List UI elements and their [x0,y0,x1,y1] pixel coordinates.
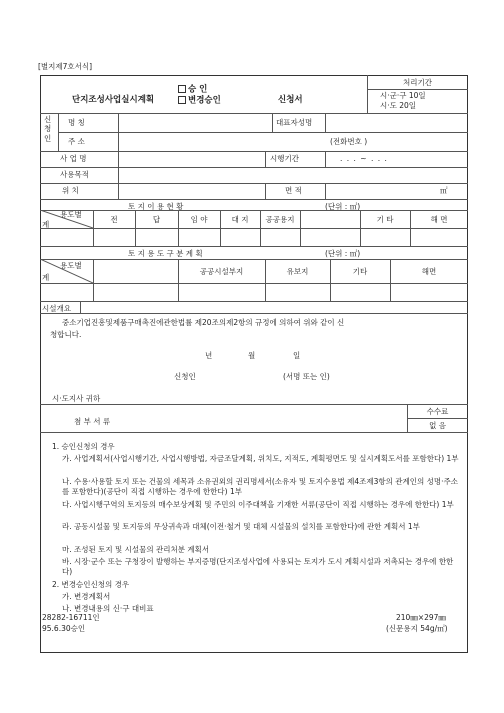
land-use-diag-top: 용도별 [60,210,82,219]
date-month: 월 [248,351,256,360]
date-year: 년 [205,351,213,360]
footer-approved: 95.6.30승인 [42,624,86,633]
land-use-col: 대 지 [231,215,249,224]
list-item: 2. 변경승인신청의 경우 [52,580,130,589]
list-item: 다. 사업시행구역의 토지등의 매수보상계획 및 주민의 이주대책을 기재한 서류(공단이 직접 시행하는 경우에 한한다) 1부 [62,500,454,509]
title-suffix: 신청서 [278,95,303,105]
list-item: 1. 승인신청의 경우 [52,442,115,451]
land-use-unit: (단위 : ㎡) [325,202,361,211]
applicant-name-label: 명 칭 [68,118,85,127]
area-unit: ㎡ [440,186,448,195]
statement-line2: 청합니다. [50,330,82,339]
location-label: 위 치 [62,186,79,195]
checkbox-icon [178,96,186,104]
list-item: 라. 공동시설물 및 토지등의 무상귀속과 대체(이전·철거 및 대체 시설물의 설치를 포함한다)에 관한 계획서 1부 [62,522,420,531]
land-use-col: 답 [152,215,161,224]
list-item: 가. 변경계획서 [62,592,111,601]
title-option-approval: 승 인 [178,85,207,94]
processing-line2: 시·도 20일 [380,101,417,110]
project-name-label: 사 업 명 [60,154,87,163]
land-use-col: 임 야 [190,215,208,224]
land-plan-diag-bottom: 계 [42,273,50,282]
statement-line1: 중소기업진흥및제품구매촉진에관한법률 제20조의제2항의 규정에 의하여 위와 같이 신 [62,318,345,327]
list-item: 바. 시장·군수 또는 구청장이 발행하는 부지증명(단지조성사업에 사용되는 토지가 도시 계획시설과 저촉되는 경우에 한한다) [62,557,454,577]
fee-value: 없 음 [429,421,446,430]
land-use-title: 토 지 이 용 현 황 [128,202,184,211]
footer-paper: (신문용지 54g/㎡) [386,624,448,633]
land-plan-col: 공공시설부지 [199,267,244,276]
footer-size: 210㎜×297㎜ [396,613,446,622]
attachments-title: 첨 부 서 류 [74,417,111,426]
phone-field: (전화번호 ) [330,137,368,146]
period-label: 시행기간 [270,154,299,163]
date-day: 일 [293,351,301,360]
applicant-group-label: 신청인 [44,115,52,143]
signature-placeholder: (서명 또는 인) [283,372,330,381]
land-plan-col: 해면 [421,267,437,276]
land-plan-col: 유보지 [286,267,309,276]
recipient: 시·도지사 귀하 [52,394,101,403]
list-item: 나. 변경내용의 신·구 대비표 [62,604,154,613]
land-use-col: 전 [110,215,118,224]
land-use-col: 공공용지 [265,215,295,224]
title-option-change: 변경승인 [178,96,221,105]
land-plan-title: 토 지 용 도 구 분 계 획 [128,249,203,258]
period-value: . . . ~ . . . [340,154,388,163]
representative-label: 대표자성명 [276,118,313,127]
form-tag: [별지제7호서식] [38,62,93,71]
processing-header: 처리기간 [403,78,432,87]
land-use-col: 기 타 [376,215,394,224]
fee-label: 수수료 [426,407,449,416]
signer-label: 신청인 [174,372,196,381]
applicant-address-label: 주 소 [68,137,85,146]
land-plan-diag-top: 용도별 [60,261,82,270]
list-item: 가. 사업계획서(사업시행기간, 사업시행방법, 자금조달계획, 위치도, 지적도, 계획평면도 및 실시계획도서를 포함한다) 1부 [62,454,459,463]
processing-line1: 시·군·구 10일 [380,91,426,100]
purpose-label: 사용목적 [60,170,89,179]
list-item: 마. 조성된 토지 및 시설물의 관리처분 계획서 [62,545,210,554]
land-use-col: 해 면 [430,215,448,224]
footer-code: 28282-16711인 [42,613,100,622]
form-title: 단지조성사업실시계획 [72,95,155,105]
land-plan-col: 기타 [352,267,368,276]
land-plan-unit: (단위 : ㎡) [325,249,361,258]
facility-overview-label: 시설개요 [42,304,71,313]
checkbox-icon [178,85,186,93]
area-label: 면 적 [285,186,302,195]
land-use-diag-bottom: 계 [42,220,50,229]
list-item: 나. 수용·사용할 토지 또는 건물의 세목과 소유권외의 권리명세서(소유자 및 토지수용법 제4조제3항의 관계인의 성명·주소를 포함한다)(공단이 직접 시행하는 경우에 한한다) 1부 [62,477,458,497]
